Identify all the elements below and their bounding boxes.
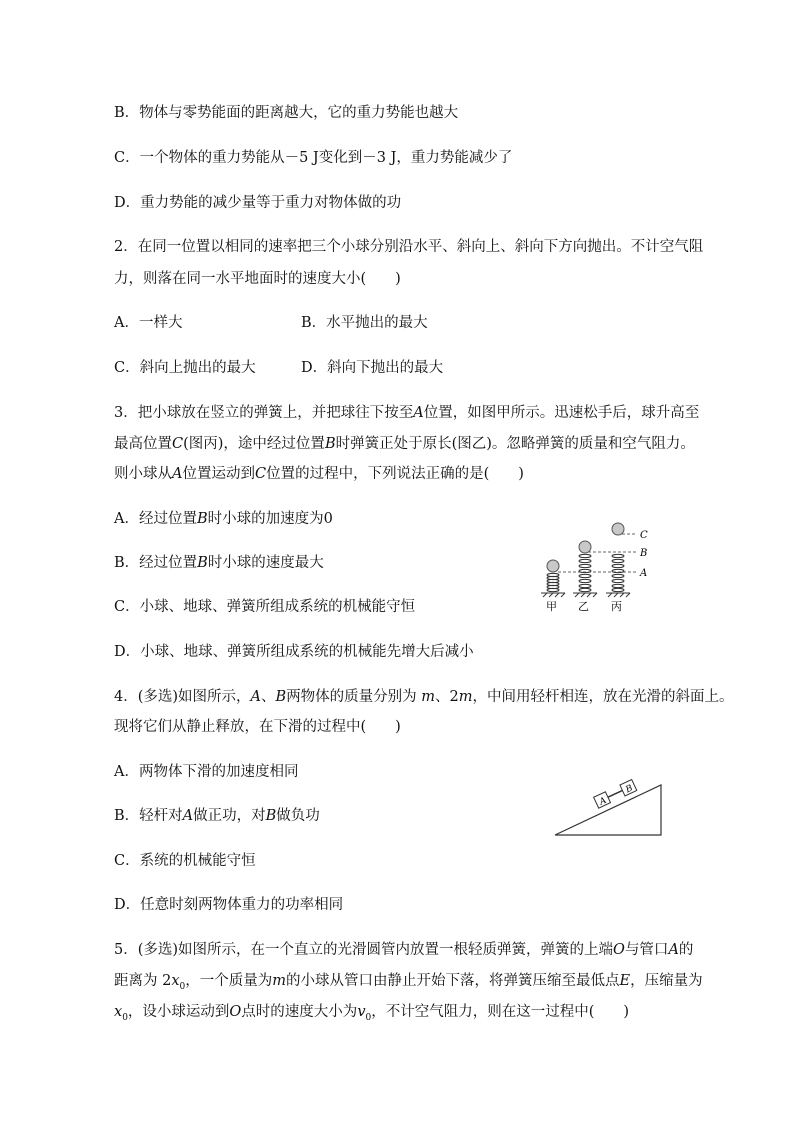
q4-stem-line2: 现将它们从静止释放，在下滑的过程中( ) [114,719,401,735]
q1-option-c: C．一个物体的重力势能从－5 J变化到－3 J，重力势能减少了 [114,150,513,166]
ball-b [579,541,591,553]
label-jia: 甲 [546,600,557,613]
q5-stem-line1: 5．(多选)如图所示，在一个直立的光滑圆管内放置一根轻质弹簧，弹簧的上端O与管口A的 [114,942,694,958]
q4-stem-line1: 4．(多选)如图所示，A、B两物体的质量分别为 m、2m，中间用轻杆相连，放在光滑的斜面上。 [114,689,734,705]
label-a: A [640,568,648,579]
q4-incline-figure [553,777,665,837]
ball-c [612,523,624,535]
label-c: C [640,530,648,541]
q2-option-d: D．斜向下抛出的最大 [301,360,444,376]
q4-option-c: C．系统的机械能守恒 [114,853,256,869]
q2-stem-line1: 2．在同一位置以相同的速率把三个小球分别沿水平、斜向上、斜向下方向抛出。不计空气阻 [114,239,704,255]
q1-option-d: D．重力势能的减少量等于重力对物体做的功 [114,195,402,211]
q3-option-b: B．经过位置B时小球的速度最大 [114,555,324,571]
block-a-label: A [598,795,609,808]
q4-option-a: A．两物体下滑的加速度相同 [114,764,299,780]
q3-option-d: D．小球、地球、弹簧所组成系统的机械能先增大后减小 [114,644,474,660]
q1-option-b: B．物体与零势能面的距离越大，它的重力势能也越大 [114,105,459,121]
block-b-label: B [624,783,635,796]
q3-stem-line3: 则小球从A位置运动到C位置的过程中，下列说法正确的是( ) [114,466,524,482]
spring-jia [547,573,559,591]
label-b: B [640,548,648,559]
label-bing: 丙 [611,600,622,613]
q5-stem-line2: 距离为 $2x_0$，一个质量为m的小球从管口由静止开始下落，将弹簧压缩至最低点E，压缩量为 [114,973,703,992]
q3-option-a: A．经过位置B时小球的加速度为0 [114,511,333,527]
q4-option-b: B．轻杆对A做正功，对B做负功 [114,808,320,824]
spring-yi [579,554,591,591]
q3-stem-line2: 最高位置C(图丙)，途中经过位置B时弹簧正处于原长(图乙)。忽略弹簧的质量和空气阻力。 [114,436,695,452]
q2-stem-line2: 力，则落在同一水平地面时的速度大小( ) [114,271,401,287]
q3-stem-line1: 3．把小球放在竖立的弹簧上，并把球往下按至A位置，如图甲所示。迅速松手后，球升高至 [114,405,700,421]
ground-hatching [541,593,630,597]
q3-spring-figure [525,518,675,618]
label-yi: 乙 [578,600,589,613]
q3-option-c: C．小球、地球、弹簧所组成系统的机械能守恒 [114,599,416,615]
q2-option-c: C．斜向上抛出的最大 [114,360,256,376]
q5-stem-line3: $x_0$，设小球运动到O点时的速度大小为$v_0$，不计空气阻力，则在这一过程中( ) [114,1004,630,1023]
ball-a [547,560,559,572]
q2-option-b: B．水平抛出的最大 [301,315,428,331]
q4-option-d: D．任意时刻两物体重力的功率相同 [114,897,344,913]
light-rod [608,790,623,797]
spring-bing [612,554,624,591]
q2-option-a: A．一样大 [114,315,183,331]
